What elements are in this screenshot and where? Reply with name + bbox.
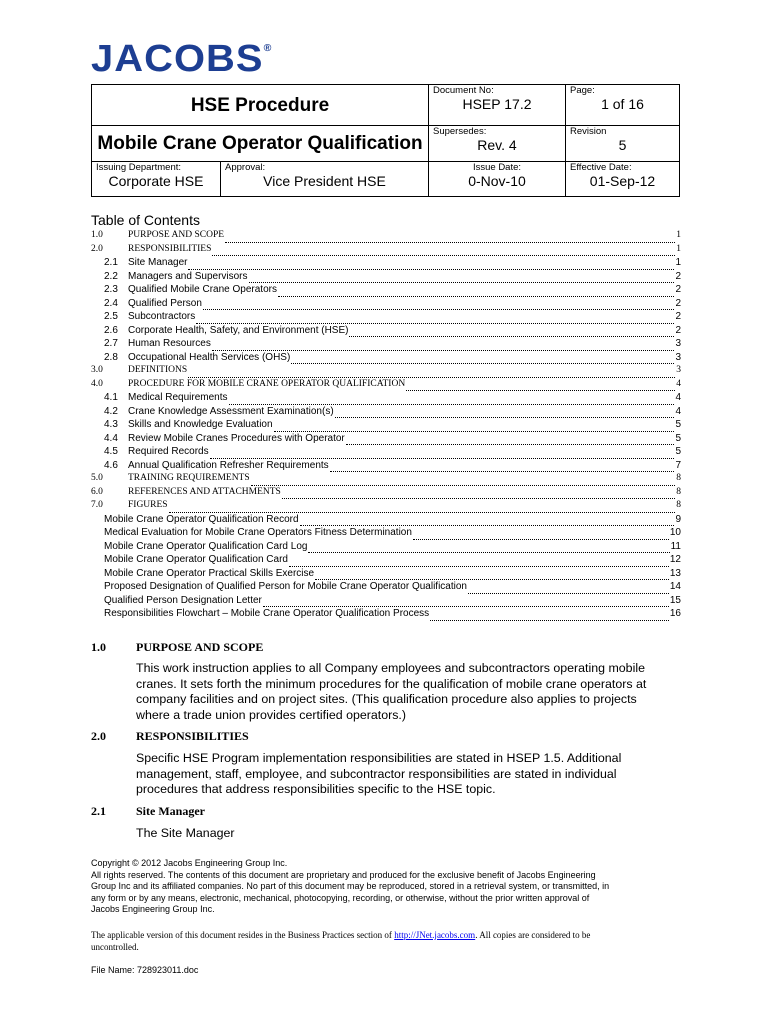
toc-entry-title: Qualified Person [128, 297, 202, 309]
toc-entry-number: 2.0 [91, 243, 103, 254]
document-no-cell [429, 85, 566, 126]
body-line: Specific HSE Program implementation responsibilities are stated in HSEP 1.5. Additional [136, 751, 622, 765]
toc-entry-number: 3.0 [91, 365, 103, 375]
applicable-text-end: . All copies are considered to be [475, 930, 591, 940]
toc-leader-dots [212, 246, 675, 256]
toc-entry-title: Review Mobile Cranes Procedures with Operator [128, 432, 345, 444]
section-number: 2.0 [91, 729, 106, 743]
toc-entry[interactable] [91, 594, 681, 608]
toc-entry[interactable] [91, 567, 681, 581]
copyright-line: Copyright © 2012 Jacobs Engineering Group Inc. [91, 858, 288, 868]
toc-entry[interactable] [91, 486, 681, 500]
toc-entry-title: Medical Evaluation for Mobile Crane Operators Fitness Determination [104, 527, 412, 538]
toc-entry-title: Mobile Crane Operator Qualification Card Log [104, 540, 308, 552]
section-number: 2.1 [91, 804, 106, 818]
toc-entry-page: 11 [670, 540, 681, 552]
toc-entry[interactable] [91, 513, 681, 527]
header-subtitle: Mobile Crane Operator Qualification [97, 133, 423, 154]
toc-entry[interactable] [91, 499, 681, 513]
section-2-1-heading [91, 804, 205, 819]
toc-entry-number: 5.0 [91, 473, 103, 483]
toc-leader-dots [315, 570, 669, 580]
toc-entry-number: 4.0 [91, 378, 103, 389]
toc-entry-number: 4.1 [104, 392, 118, 403]
toc-entry-page: 4 [675, 405, 681, 417]
toc-entry[interactable] [91, 337, 681, 351]
department-approval-cell [92, 162, 429, 197]
revision-cell [566, 126, 680, 162]
toc-entry[interactable] [91, 526, 681, 540]
toc-entry-page: 1 [676, 243, 681, 254]
toc-entry-page: 3 [675, 351, 681, 363]
effective-date-label: Effective Date: [570, 162, 632, 173]
toc-entry-page: 2 [675, 311, 681, 322]
toc-leader-dots [229, 395, 675, 405]
toc-entry-number: 2.5 [104, 311, 118, 322]
toc-entry[interactable] [91, 391, 681, 405]
toc-entry-title: Subcontractors [128, 311, 196, 322]
body-line: cranes. It sets forth the minimum procedures for the qualification of mobile crane operators at [136, 676, 647, 691]
toc-entry[interactable] [91, 418, 681, 432]
toc-entry[interactable] [91, 553, 681, 567]
applicable-version-notice [91, 930, 676, 953]
toc-leader-dots [249, 273, 675, 283]
toc-entry-number: 4.5 [104, 446, 118, 457]
issue-date-cell [429, 162, 566, 197]
toc-entry-page: 16 [669, 608, 681, 619]
toc-entry-title: PURPOSE AND SCOPE [128, 230, 225, 240]
toc-leader-dots [406, 381, 675, 391]
toc-entry-page: 3 [675, 338, 681, 349]
copyright-notice [91, 858, 676, 916]
toc-leader-dots [349, 327, 674, 337]
jnet-link[interactable]: http://JNet.jacobs.com [394, 930, 476, 940]
toc-entry-number: 2.6 [104, 324, 118, 336]
body-line: This work instruction applies to all Company employees and subcontractors operating mobile [136, 661, 645, 675]
toc-entry-number: 2.8 [104, 351, 118, 363]
toc-title: Table of Contents [91, 212, 200, 228]
issuing-department-label: Issuing Department: [96, 162, 182, 173]
toc-leader-dots [274, 422, 675, 432]
header-subtitle-cell [92, 126, 429, 162]
approval-cell [221, 162, 428, 196]
revision-label: Revision [570, 126, 607, 137]
toc-entry-number: 4.4 [104, 432, 118, 444]
effective-date-value: 01-Sep-12 [589, 173, 656, 190]
toc-entry-title: Mobile Crane Operator Practical Skills Exercise [104, 567, 315, 579]
toc-entry-title: Occupational Health Services (OHS) [128, 351, 291, 363]
toc-entry[interactable] [91, 405, 681, 419]
toc-entry-number: 2.1 [104, 257, 118, 268]
toc-leader-dots [291, 354, 674, 364]
document-no-value: HSEP 17.2 [462, 96, 532, 113]
document-no-label: Document No: [433, 85, 494, 96]
toc-entry-page: 8 [676, 500, 681, 510]
toc-entry-page: 4 [676, 378, 681, 389]
page-label: Page: [570, 85, 595, 96]
toc-entry[interactable] [91, 472, 681, 486]
toc-entry-title: Site Manager [128, 257, 188, 268]
toc-entry-title: DEFINITIONS [128, 365, 188, 375]
approval-label: Approval: [225, 162, 266, 173]
toc-entry-page: 2 [675, 297, 681, 309]
toc-entry-page: 15 [669, 594, 681, 606]
toc-entry[interactable] [91, 432, 681, 446]
header-title-cell [92, 85, 429, 126]
rights-line: Jacobs Engineering Group Inc. [91, 904, 215, 914]
toc-entry-number: 2.7 [104, 338, 118, 349]
section-title: PURPOSE AND SCOPE [136, 640, 264, 654]
toc-entry-title: FIGURES [128, 500, 168, 510]
toc-entry-page: 2 [675, 324, 681, 336]
rights-line: All rights reserved. The contents of this document are proprietary and produced for the exclusive benefit of Jacobs Engineering [91, 869, 596, 880]
approval-value: Vice President HSE [263, 173, 386, 190]
toc-entry-title: Proposed Designation of Qualified Person for Mobile Crane Operator Qualification [104, 581, 467, 592]
logo-registered-mark: ® [263, 43, 272, 54]
toc-entry-title: Required Records [128, 446, 209, 457]
toc-leader-dots [289, 557, 669, 567]
issuing-department-cell [92, 162, 221, 196]
toc-leader-dots [188, 368, 675, 378]
toc-entry[interactable] [91, 607, 681, 621]
toc-entry-title: Responsibilities Flowchart – Mobile Crane Operator Qualification Process [104, 608, 430, 619]
toc-entry[interactable] [91, 310, 681, 324]
toc-entry-title: Crane Knowledge Assessment Examination(s) [128, 405, 334, 417]
toc-entry[interactable] [91, 351, 681, 365]
toc-entry-page: 13 [669, 567, 681, 579]
document-header-table [91, 84, 680, 197]
toc-entry[interactable] [91, 283, 681, 297]
toc-entry-title: Annual Qualification Refresher Requirements [128, 459, 329, 471]
toc-entry-page: 5 [675, 446, 681, 457]
toc-leader-dots [203, 300, 675, 310]
toc-entry-title: REFERENCES AND ATTACHMENTS [128, 486, 281, 497]
applicable-line-2: uncontrolled. [91, 941, 139, 952]
toc-leader-dots [346, 435, 675, 445]
toc-entry-page: 3 [676, 365, 681, 375]
toc-leader-dots [212, 341, 675, 351]
toc-leader-dots [335, 408, 675, 418]
toc-entry[interactable] [91, 580, 681, 594]
toc-entry-title: Mobile Crane Operator Qualification Record [104, 513, 299, 525]
toc-entry-page: 2 [675, 284, 681, 295]
toc-entry[interactable] [91, 297, 681, 311]
toc-entry[interactable] [91, 270, 681, 284]
toc-entry[interactable] [91, 459, 681, 473]
toc-entry-number: 6.0 [91, 486, 103, 497]
toc-entry[interactable] [91, 229, 681, 243]
toc-entry-page: 7 [675, 459, 681, 471]
toc-entry-page: 1 [675, 257, 681, 268]
toc-entry-number: 2.2 [104, 270, 118, 282]
toc-leader-dots [430, 611, 669, 621]
toc-entry-number: 1.0 [91, 230, 103, 240]
issue-date-value: 0-Nov-10 [468, 173, 526, 190]
toc-entry-title: Mobile Crane Operator Qualification Card [104, 554, 288, 565]
section-1-body [136, 661, 666, 723]
toc-entry-title: Human Resources [128, 338, 211, 349]
toc-entry-title: Managers and Supervisors [128, 270, 248, 282]
toc-entry-title: TRAINING REQUIREMENTS [128, 473, 250, 483]
toc-entry-page: 1 [676, 230, 681, 240]
toc-leader-dots [282, 489, 675, 499]
applicable-text: The applicable version of this document resides in the Business Practices section of [91, 930, 395, 940]
toc-leader-dots [169, 503, 676, 513]
toc-entry-number: 4.3 [104, 419, 118, 430]
toc-entry[interactable] [91, 445, 681, 459]
toc-entry-title: Medical Requirements [128, 392, 228, 403]
supersedes-cell [429, 126, 566, 162]
effective-date-cell [566, 162, 680, 197]
body-line: The Site Manager [136, 826, 235, 840]
section-title: RESPONSIBILITIES [136, 729, 249, 743]
toc-entry-page: 8 [676, 473, 681, 483]
section-number: 1.0 [91, 640, 106, 654]
toc-entry[interactable] [91, 243, 681, 257]
toc-entry-number: 4.2 [104, 405, 118, 417]
body-line: management, staff, employee, and subcontractor responsibilities are stated in individual [136, 766, 617, 781]
toc-entry-page: 5 [675, 419, 681, 430]
body-line: procedures that address responsibilities specific to the HSE topic. [136, 782, 496, 796]
toc-leader-dots [188, 260, 674, 270]
issuing-department-value: Corporate HSE [108, 173, 204, 190]
supersedes-value: Rev. 4 [477, 137, 517, 154]
toc-entry[interactable] [91, 324, 681, 338]
toc-entry-number: 2.4 [104, 297, 118, 309]
section-2-heading [91, 729, 249, 744]
supersedes-label: Supersedes: [433, 126, 487, 137]
toc-entry-number: 4.6 [104, 459, 118, 471]
toc-leader-dots [263, 597, 669, 607]
toc-entry-page: 4 [675, 392, 681, 403]
section-2-body [136, 751, 666, 798]
jacobs-logo [91, 40, 271, 78]
toc-entry-number: 2.3 [104, 284, 118, 295]
toc-entry-title: Corporate Health, Safety, and Environment (HSE) [128, 324, 349, 336]
toc-leader-dots [278, 287, 674, 297]
toc-leader-dots [225, 233, 675, 243]
header-title: HSE Procedure [190, 95, 330, 116]
toc-leader-dots [210, 449, 675, 459]
toc-entry-title: RESPONSIBILITIES [128, 243, 212, 254]
toc-entry[interactable] [91, 540, 681, 554]
issue-date-label: Issue Date: [472, 162, 522, 173]
toc-leader-dots [196, 314, 674, 324]
toc-leader-dots [468, 584, 669, 594]
body-line: company facilities and on project sites. (This qualification procedure also applies to projects [136, 692, 637, 706]
logo-text: JACOBS [91, 38, 264, 80]
toc-entry[interactable] [91, 378, 681, 392]
toc-entry[interactable] [91, 256, 681, 270]
toc-entry[interactable] [91, 364, 681, 378]
toc-entry-page: 14 [669, 581, 681, 592]
section-2-1-body [136, 826, 666, 842]
toc-leader-dots [413, 530, 669, 540]
file-name: File Name: 728923011.doc [91, 965, 199, 975]
toc-leader-dots [300, 516, 675, 526]
revision-value: 5 [618, 137, 627, 154]
toc-leader-dots [251, 476, 676, 486]
toc-entry-page: 10 [669, 527, 681, 538]
section-1-heading [91, 640, 263, 655]
toc-entry-page: 8 [676, 486, 681, 497]
toc-entry-page: 2 [675, 270, 681, 282]
toc-entry-page: 9 [675, 513, 681, 525]
toc-entry-number: 7.0 [91, 500, 103, 510]
page-cell [566, 85, 680, 126]
toc-entry-title: Qualified Mobile Crane Operators [128, 284, 277, 295]
rights-line: Group Inc and its affiliated companies. No part of this document may be reproduced, stored in a retrieval system, or transmitted, in [91, 881, 610, 891]
page-value: 1 of 16 [601, 96, 644, 113]
toc-entry-page: 5 [675, 432, 681, 444]
toc-entry-title: PROCEDURE FOR MOBILE CRANE OPERATOR QUALIFICATION [128, 378, 406, 389]
body-line: where a trade union provides certified operators.) [136, 707, 406, 722]
toc-leader-dots [308, 543, 669, 553]
toc-entry-title: Skills and Knowledge Evaluation [128, 419, 273, 430]
toc-entry-page: 12 [669, 554, 681, 565]
section-title: Site Manager [136, 804, 205, 818]
toc-leader-dots [330, 462, 675, 472]
table-of-contents [91, 229, 681, 621]
rights-line: any form or by any means, electronic, mechanical, photocopying, recording, or otherwise, without the prior written approval of [91, 892, 590, 903]
toc-entry-title: Qualified Person Designation Letter [104, 594, 262, 606]
